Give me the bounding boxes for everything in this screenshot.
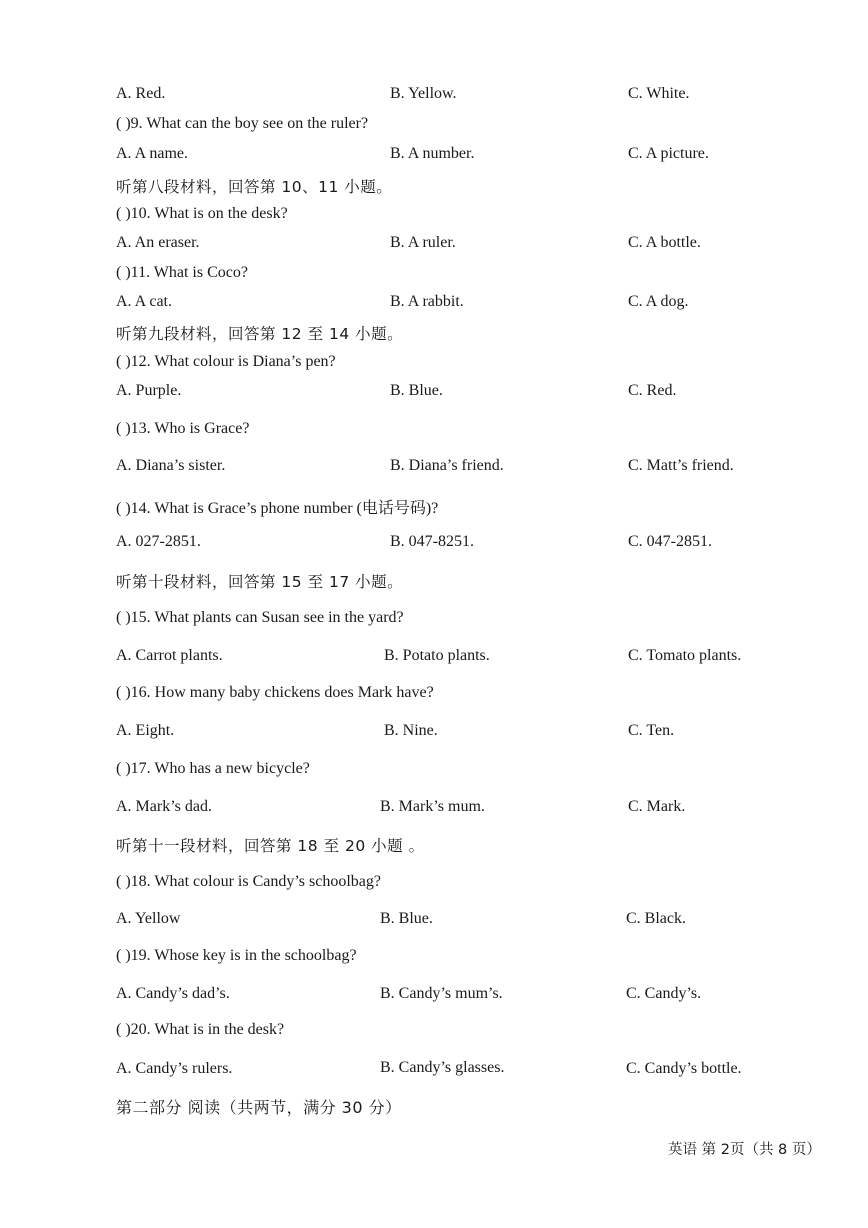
q17-option-c: C. Mark.: [628, 798, 686, 815]
q9-option-c: C. A picture.: [628, 145, 709, 162]
question-18: ( )18. What colour is Candy’s schoolbag?: [116, 873, 381, 890]
q20-option-c: C. Candy’s bottle.: [626, 1060, 742, 1077]
q11-option-a: A. A cat.: [116, 293, 172, 310]
question-19: ( )19. Whose key is in the schoolbag?: [116, 947, 357, 964]
q11-option-b: B. A rabbit.: [390, 293, 464, 310]
q13-option-c: C. Matt’s friend.: [628, 457, 734, 474]
q19-option-c: C. Candy’s.: [626, 985, 702, 1002]
section-8-instruction: 听第八段材料，回答第 10、11 小题。: [116, 178, 393, 196]
q9-option-b: B. A number.: [390, 145, 475, 162]
q19-option-a: A. Candy’s dad’s.: [116, 985, 230, 1002]
question-13: ( )13. Who is Grace?: [116, 420, 250, 437]
q10-option-a: A. An eraser.: [116, 234, 200, 251]
q8-option-c: C. White.: [628, 85, 690, 102]
question-11: ( )11. What is Coco?: [116, 264, 248, 281]
q11-option-c: C. A dog.: [628, 293, 689, 310]
q17-option-a: A. Mark’s dad.: [116, 798, 212, 815]
q14-option-a: A. 027-2851.: [116, 533, 201, 550]
section-11-instruction: 听第十一段材料，回答第 18 至 20 小题 。: [116, 837, 425, 855]
q16-option-b: B. Nine.: [384, 722, 438, 739]
q8-option-a: A. Red.: [116, 85, 166, 102]
q15-option-b: B. Potato plants.: [384, 647, 490, 664]
section-10-instruction: 听第十段材料，回答第 15 至 17 小题。: [116, 573, 404, 591]
part-two-heading: 第二部分 阅读（共两节，满分 30 分）: [116, 1098, 402, 1117]
q12-option-c: C. Red.: [628, 382, 677, 399]
q20-option-b: B. Candy’s glasses.: [380, 1059, 505, 1076]
q18-option-c: C. Black.: [626, 910, 686, 927]
q18-option-a: A. Yellow: [116, 910, 181, 927]
q12-option-b: B. Blue.: [390, 382, 443, 399]
q13-option-b: B. Diana’s friend.: [390, 457, 504, 474]
q17-option-b: B. Mark’s mum.: [380, 798, 485, 815]
question-14: ( )14. What is Grace’s phone number (电话号码)?: [116, 500, 439, 517]
question-15: ( )15. What plants can Susan see in the yard?: [116, 609, 404, 626]
q14-option-b: B. 047-8251.: [390, 533, 474, 550]
q8-option-b: B. Yellow.: [390, 85, 457, 102]
page-footer: 英语 第 2页（共 8 页）: [668, 1142, 821, 1158]
question-10: ( )10. What is on the desk?: [116, 205, 288, 222]
question-17: ( )17. Who has a new bicycle?: [116, 760, 310, 777]
question-9: ( )9. What can the boy see on the ruler?: [116, 115, 369, 132]
q13-option-a: A. Diana’s sister.: [116, 457, 226, 474]
q16-option-a: A. Eight.: [116, 722, 175, 739]
q10-option-c: C. A bottle.: [628, 234, 701, 251]
q15-option-a: A. Carrot plants.: [116, 647, 223, 664]
q12-option-a: A. Purple.: [116, 382, 182, 399]
question-20: ( )20. What is in the desk?: [116, 1021, 285, 1038]
q10-option-b: B. A ruler.: [390, 234, 456, 251]
q18-option-b: B. Blue.: [380, 910, 433, 927]
q14-option-c: C. 047-2851.: [628, 533, 712, 550]
q19-option-b: B. Candy’s mum’s.: [380, 985, 503, 1002]
q9-option-a: A. A name.: [116, 145, 188, 162]
q15-option-c: C. Tomato plants.: [628, 647, 742, 664]
section-9-instruction: 听第九段材料，回答第 12 至 14 小题。: [116, 325, 404, 343]
q20-option-a: A. Candy’s rulers.: [116, 1060, 233, 1077]
q16-option-c: C. Ten.: [628, 722, 675, 739]
question-12: ( )12. What colour is Diana’s pen?: [116, 353, 336, 370]
question-16: ( )16. How many baby chickens does Mark have?: [116, 684, 434, 701]
